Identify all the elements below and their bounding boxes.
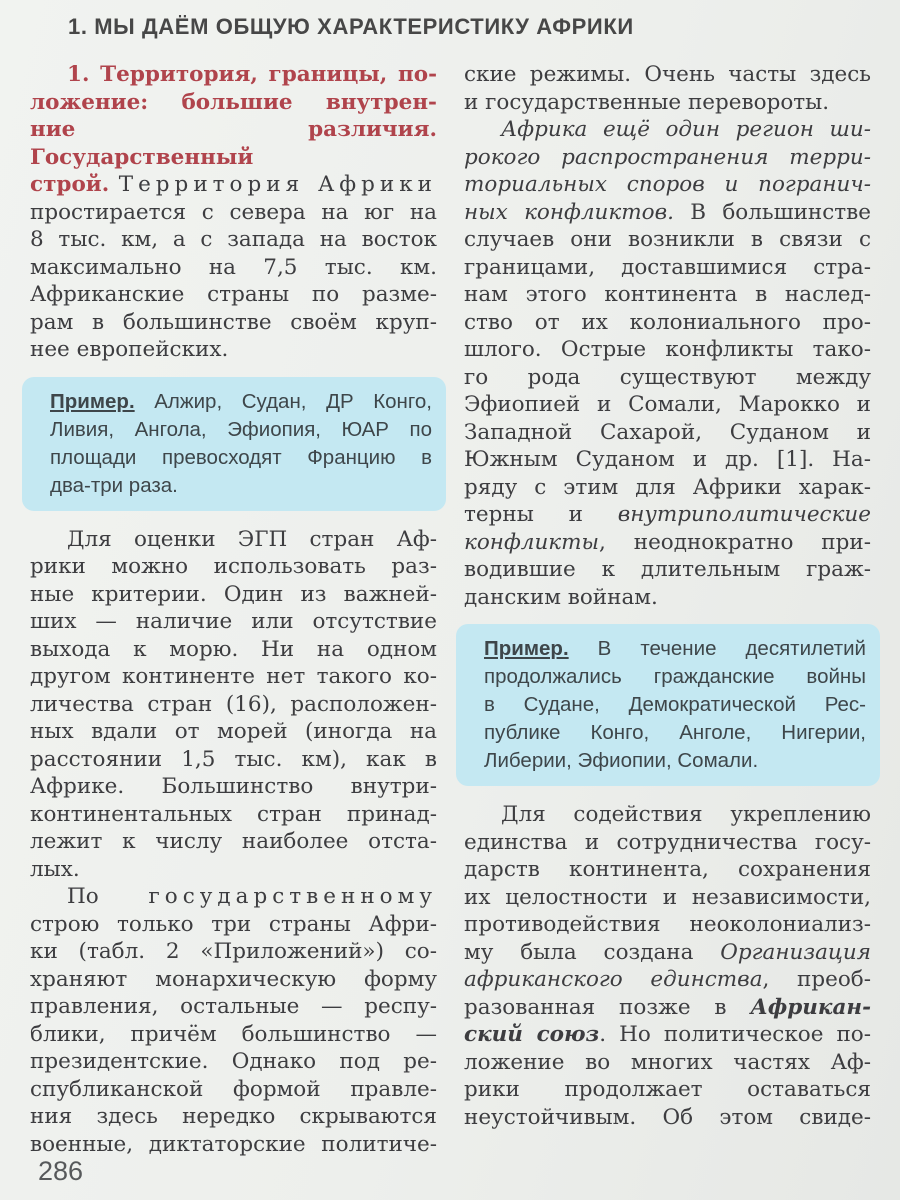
text-segment: Африканские страны по разме-: [30, 282, 437, 307]
text-line: [30, 636, 437, 664]
text-segment: континентальных стран принад-: [30, 801, 437, 827]
text-segment: продолжались гражданские войны: [484, 665, 866, 688]
text-line: [30, 116, 437, 171]
text-line: [30, 1103, 437, 1131]
text-segment: По: [67, 884, 149, 909]
text-line: [30, 581, 437, 609]
paragraph-african-union: [464, 801, 871, 1131]
text-line: [464, 994, 871, 1022]
text-line: [484, 663, 866, 691]
text-line: [484, 747, 866, 775]
text-line: [30, 856, 437, 884]
text-segment: рики можно использовать раз-: [30, 554, 437, 579]
two-column-layout: [0, 40, 900, 1158]
red-bold-text: 1. Территория, границы, по-: [67, 62, 437, 87]
text-segment: . Но политическое по-: [599, 1022, 872, 1047]
italic-text: Организация: [720, 939, 871, 965]
text-line: [484, 691, 866, 719]
text-line: [30, 691, 437, 719]
text-segment: военные, диктаторские политиче-: [30, 1131, 437, 1157]
text-segment: данским войнам.: [464, 584, 658, 610]
text-segment: лежит к числу наиболее отста-: [30, 829, 437, 854]
text-segment: правления, остальные — респу-: [30, 994, 437, 1019]
text-segment: В течение десятилетий: [568, 637, 866, 660]
text-segment: личества стран (16), расположен-: [30, 691, 437, 717]
text-segment: лых.: [30, 856, 80, 882]
text-line: [464, 966, 871, 994]
page-number: 286: [38, 1156, 84, 1186]
text-segment: го рода существуют между: [464, 364, 871, 390]
text-segment: Африке. Большинство внутри-: [30, 774, 437, 799]
text-line: [30, 718, 437, 746]
text-line: [30, 966, 437, 994]
example-box-civil-wars: [456, 624, 880, 786]
text-line: [464, 171, 871, 199]
text-line: [30, 336, 437, 364]
text-line: [464, 391, 871, 419]
text-segment: Для оценки ЭГП стран Аф-: [67, 526, 437, 552]
text-segment: нее европейских.: [30, 337, 229, 362]
paragraph-regimes-continuation: [464, 61, 871, 116]
text-segment: выхода к морю. Ни на одном: [30, 636, 437, 662]
text-segment: неустойчивым. Об этом свиде-: [464, 1104, 871, 1130]
text-segment: дарств континента, сохранения: [464, 857, 871, 882]
bold-italic-text: Африкан-: [750, 994, 871, 1020]
text-segment: рам в большинстве своём круп-: [30, 309, 437, 335]
text-line: [50, 444, 432, 472]
text-line: [464, 254, 871, 282]
text-segment: нам этого континента в наслед-: [464, 282, 871, 307]
italic-text: конфликты: [464, 529, 600, 555]
text-line: [30, 199, 437, 227]
text-segment: терны и: [464, 502, 618, 527]
text-line: [30, 1131, 437, 1159]
text-line: [464, 829, 871, 857]
text-line: [464, 419, 871, 447]
text-segment: строю только три страны Афри-: [30, 911, 437, 937]
text-line: [30, 89, 437, 117]
text-line: [464, 89, 871, 117]
text-segment: ство от их колониального про-: [464, 309, 871, 335]
text-segment: Ливия, Ангола, Эфиопия, ЮАР по: [50, 417, 432, 441]
text-line: [484, 719, 866, 747]
text-segment: Южным Суданом и др. [1]. На-: [464, 447, 871, 472]
text-segment: блики, причём большинство —: [30, 1021, 437, 1047]
text-segment: и государственные перевороты.: [464, 89, 830, 115]
italic-text: ных конфликтов.: [464, 199, 674, 225]
text-segment: , преоб-: [762, 967, 871, 992]
text-segment: Эфиопией и Сомали, Марокко и: [464, 392, 871, 417]
text-line: [464, 1049, 871, 1077]
letter-spaced-text: Территория Африки: [118, 172, 437, 197]
text-segment: 8 тыс. км, а с запада на восток: [30, 227, 437, 252]
text-line: [464, 556, 871, 584]
text-line: [464, 801, 871, 829]
text-line: [464, 446, 871, 474]
chapter-title: 1. МЫ ДАЁМ ОБЩУЮ ХАРАКТЕРИСТИКУ АФРИКИ: [68, 14, 634, 39]
text-line: [30, 309, 437, 337]
text-line: [464, 939, 871, 967]
text-segment: противодействия неоколониализ-: [464, 912, 871, 937]
text-segment: рики продолжает оставаться: [464, 1077, 871, 1102]
paragraph-territory-intro: [30, 61, 437, 364]
text-line: [464, 884, 871, 912]
text-segment: разованная позже в: [464, 994, 751, 1020]
text-segment: Либерии, Эфиопии, Сомали.: [484, 749, 759, 772]
text-segment: два-три раза.: [50, 473, 178, 497]
paragraph-state-structure: [30, 883, 437, 1158]
text-segment: расстоянии 1,5 тыс. км), как в: [30, 746, 437, 772]
text-line: [464, 1076, 871, 1104]
red-bold-text: ложение: большие внутрен-: [30, 89, 437, 115]
text-line: [30, 254, 437, 282]
text-line: [30, 883, 437, 911]
text-line: [30, 171, 437, 199]
text-line: [30, 746, 437, 774]
text-line: [30, 911, 437, 939]
text-line: [30, 663, 437, 691]
text-line: [464, 584, 871, 612]
red-bold-text: ние различия. Государственный: [30, 117, 437, 170]
text-line: [30, 61, 437, 89]
text-segment: ряду с этим для Африки харак-: [464, 474, 871, 500]
text-line: [30, 526, 437, 554]
paragraph-territorial-conflicts: [464, 116, 871, 611]
text-line: [50, 416, 432, 444]
text-line: [30, 1076, 437, 1104]
example-box-area-comparison: [22, 377, 446, 511]
text-segment: в Судане, Демократической Рес-: [484, 693, 866, 716]
text-line: [464, 116, 871, 144]
text-segment: ных вдали от морей (иногда на: [30, 719, 437, 744]
text-line: [464, 474, 871, 502]
text-line: [30, 938, 437, 966]
text-segment: ки (табл. 2 «Приложений») со-: [30, 939, 437, 964]
text-segment: Западной Сахарой, Суданом и: [464, 419, 871, 445]
text-segment: другом континенте нет такого ко-: [30, 664, 437, 689]
text-segment: Для содействия укреплению: [501, 802, 871, 827]
example-label-text: Пример.: [50, 389, 135, 413]
text-segment: водившие к длительным граж-: [464, 557, 871, 582]
text-segment: ные критерии. Один из важней-: [30, 581, 437, 607]
text-line: [50, 472, 432, 500]
text-segment: Алжир, Судан, ДР Конго,: [134, 389, 432, 413]
text-line: [464, 309, 871, 337]
text-line: [30, 1048, 437, 1076]
text-line: [464, 1104, 871, 1132]
text-line: [464, 911, 871, 939]
text-segment: площади превосходят Францию в: [50, 445, 432, 469]
text-segment: границами, доставшимися стра-: [464, 254, 871, 280]
text-segment: ния здесь нередко скрываются: [30, 1104, 437, 1129]
text-line: [464, 336, 871, 364]
right-column: [464, 61, 871, 1158]
bold-italic-text: ский союз: [464, 1022, 600, 1047]
text-line: [50, 388, 432, 416]
text-line: [30, 281, 437, 309]
text-segment: простирается с севера на юг на: [30, 199, 437, 225]
italic-text: Африка ещё один регион ши-: [501, 117, 871, 142]
text-line: [464, 501, 871, 529]
text-line: [464, 199, 871, 227]
italic-text: внутриполитические: [617, 502, 871, 527]
text-segment: , неоднократно при-: [599, 529, 871, 555]
text-line: [464, 856, 871, 884]
text-segment: ложение во многих частях Аф-: [464, 1049, 871, 1075]
red-bold-text: строй.: [30, 172, 119, 197]
text-line: [464, 144, 871, 172]
example-label-text: Пример.: [484, 637, 569, 660]
text-segment: единства и сотрудничества госу-: [464, 829, 871, 855]
text-line: [464, 1021, 871, 1049]
text-line: [30, 801, 437, 829]
text-segment: храняют монархическую форму: [30, 966, 437, 992]
text-segment: случаев они возникли в связи с: [464, 227, 871, 252]
text-line: [30, 1021, 437, 1049]
left-column: [30, 61, 437, 1158]
text-line: [30, 773, 437, 801]
text-segment: ские режимы. Очень часты здесь: [464, 62, 871, 87]
text-line: [464, 529, 871, 557]
text-line: [464, 364, 871, 392]
text-line: [30, 993, 437, 1021]
text-line: [30, 828, 437, 856]
text-line: [464, 61, 871, 89]
text-segment: их целостности и независимости,: [464, 884, 871, 910]
text-segment: спубликанской формой правле-: [30, 1076, 437, 1102]
text-segment: В большинстве: [673, 199, 871, 225]
letter-spaced-text: государственному: [148, 884, 437, 909]
text-segment: му была создана: [464, 939, 721, 965]
text-segment: максимально на 7,5 тыс. км.: [30, 254, 437, 280]
text-line: [30, 553, 437, 581]
text-line: [464, 226, 871, 254]
italic-text: рокого распространения терри-: [464, 144, 871, 170]
text-segment: президентские. Однако под ре-: [30, 1049, 437, 1074]
italic-text: африканского единства: [464, 967, 763, 992]
text-segment: публике Конго, Анголе, Нигерии,: [484, 721, 866, 744]
text-line: [30, 226, 437, 254]
italic-text: ториальных споров и погранич-: [464, 172, 871, 197]
text-segment: ших — наличие или отсутствие: [30, 609, 437, 634]
paragraph-egp-criteria: [30, 526, 437, 884]
text-line: [484, 635, 866, 663]
text-segment: шлого. Острые конфликты тако-: [464, 337, 871, 362]
text-line: [30, 608, 437, 636]
text-line: [464, 281, 871, 309]
